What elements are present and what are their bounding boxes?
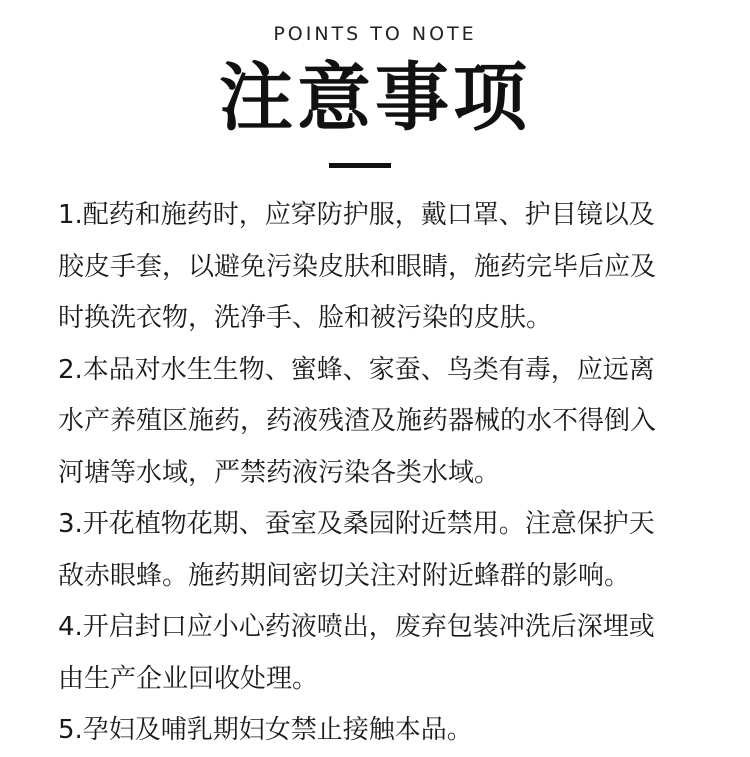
note-line: 水产养殖区施药，药液残渣及施药器械的水不得倒入: [58, 406, 657, 436]
note-item-2: [58, 345, 698, 500]
title-divider: [329, 163, 391, 168]
note-line: 时换洗衣物，洗净手、脸和被污染的皮肤。: [58, 303, 553, 333]
note-line: 5.孕妇及哺乳期妇女禁止接触本品。: [58, 715, 473, 745]
note-item-3: [58, 499, 698, 602]
note-line: 敌赤眼蜂。施药期间密切关注对附近蜂群的影响。: [58, 560, 631, 591]
note-line: 河塘等水域，严禁药液污染各类水域。: [58, 457, 501, 488]
note-line: 2.本品对水生生物、蜜蜂、家蚕、鸟类有毒，应远离: [58, 354, 655, 385]
page-title: 注意事项: [219, 55, 531, 141]
note-item-4: [58, 602, 698, 705]
note-line: 3.开花植物花期、蚕室及桑园附近禁用。注意保护天: [58, 509, 655, 539]
note-line: 由生产企业回收处理。: [58, 663, 319, 694]
note-item-1: [58, 190, 698, 345]
note-item-5: [58, 705, 698, 757]
note-line: 胶皮手套，以避免污染皮肤和眼睛，施药完毕后应及: [58, 251, 657, 282]
note-line: 4.开启封口应小心药液喷出，废弃包装冲洗后深埋或: [58, 612, 655, 642]
page-subtitle: POINTS TO NOTE: [273, 23, 477, 45]
notes-list: [58, 190, 698, 757]
note-line: 1.配药和施药时，应穿防护服，戴口罩、护目镜以及: [58, 200, 655, 230]
